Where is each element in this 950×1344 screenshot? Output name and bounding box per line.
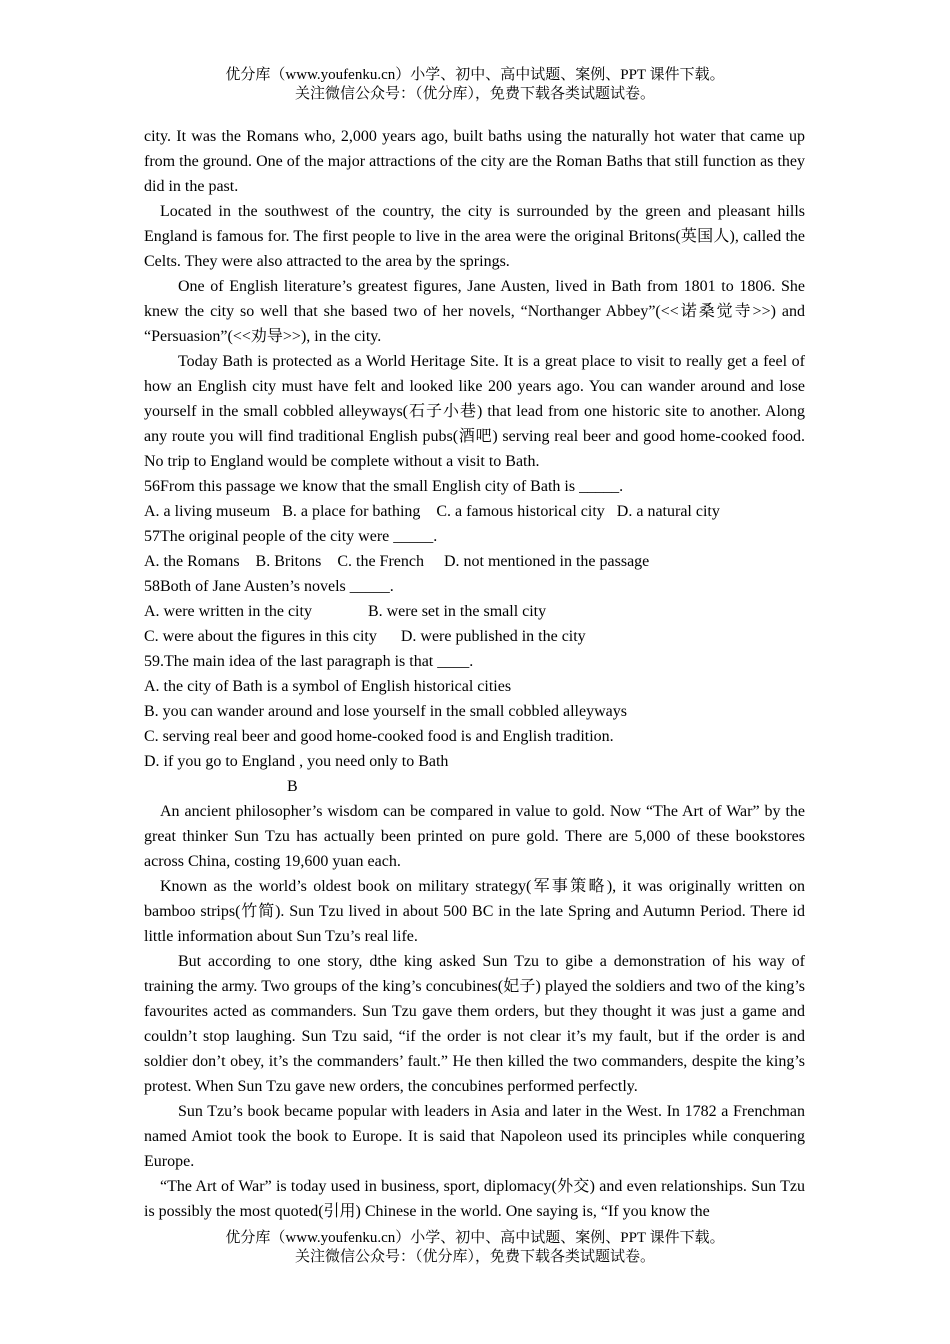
question-59-stem: 59.The main idea of the last paragraph is that ____. <box>144 653 474 670</box>
passage-b-paragraph-5: “The Art of War” is today used in business, sport, diplomacy(外交) and even relationships. Sun Tzu is possibly the most quoted(引用) Chinese in the world. One saying is, “If you know the <box>144 1178 805 1220</box>
question-56-stem: 56From this passage we know that the small English city of Bath is _____. <box>144 478 624 495</box>
question-59-option-b: B. you can wander around and lose yourself in the small cobbled alleyways <box>144 703 627 720</box>
passage-a-paragraph-3: One of English literature’s greatest figures, Jane Austen, lived in Bath from 1801 to 1806. She knew the city so well that she based two of her novels, “Northanger Abbey”(<<诺桑觉寺>>) and “Persuasion”(<<劝导>>), in the city. <box>144 278 805 345</box>
question-57-stem: 57The original people of the city were _____. <box>144 528 438 545</box>
question-59-option-c: C. serving real beer and good home-cooked food is and English tradition. <box>144 728 614 745</box>
passage-b-paragraph-4: Sun Tzu’s book became popular with leaders in Asia and later in the West. In 1782 a Frenchman named Amiot took the book to Europe. It is said that Napoleon used its principles while conquering Europe. <box>144 1103 805 1170</box>
passage-b-paragraph-2: Known as the world’s oldest book on military strategy(军事策略), it was originally written on bamboo strips(竹简). Sun Tzu lived in about 500 BC in the late Spring and Autumn Period. There id little information about Sun Tzu’s real life. <box>144 878 805 945</box>
passage-a-paragraph-1: city. It was the Romans who, 2,000 years ago, built baths using the naturally hot water that came up from the ground. One of the major attractions of the city are the Roman Baths that still function as they did in the past. <box>144 128 805 195</box>
question-57-options: A. the Romans B. Britons C. the French D. not mentioned in the passage <box>144 553 650 570</box>
question-56-options: A. a living museum B. a place for bathing C. a famous historical city D. a natural city <box>144 503 720 520</box>
question-59-option-a: A. the city of Bath is a symbol of English historical cities <box>144 678 512 695</box>
passage-a-paragraph-2: Located in the southwest of the country, the city is surrounded by the green and pleasant hills England is famous for. The first people to live in the area were the original Britons(英国人), called the Celts. They were also attracted to the area by the springs. <box>144 203 805 270</box>
page-footer <box>0 1229 950 1267</box>
passage-b-paragraph-1: An ancient philosopher’s wisdom can be compared in value to gold. Now “The Art of War” by the great thinker Sun Tzu has actually been printed on pure gold. There are 5,000 of these bookstores across China, costing 19,600 yuan each. <box>144 803 805 870</box>
header-line-1: 优分库（www.youfenku.cn）小学、初中、高中试题、案例、PPT 课件下载。 <box>225 67 725 83</box>
question-58-options-cd: C. were about the figures in this city D. were published in the city <box>144 628 586 645</box>
question-59-option-d: D. if you go to England , you need only to Bath <box>144 753 449 770</box>
question-58-options-ab: A. were written in the city B. were set in the small city <box>144 603 547 620</box>
section-b-label: B <box>287 778 298 795</box>
passage-b-paragraph-3: But according to one story, dthe king asked Sun Tzu to gibe a demonstration of his way of training the army. Two groups of the king’s concubines(妃子) played the soldiers and two of the king’s favourites acted as commanders. Sun Tzu gave them orders, but they thought it was just a game and couldn’t stop laughing. Sun Tzu said, “if the order is not clear it’s my fault, but if the order is and soldier don’t obey, it’s the commanders’ fault.” He then killed the two commanders, despite the king’s protest. When Sun Tzu gave new orders, the concubines performed perfectly. <box>144 953 805 1095</box>
header-line-2: 关注微信公众号：（优分库），免费下载各类试题试卷。 <box>294 86 655 102</box>
passage-a-paragraph-4: Today Bath is protected as a World Heritage Site. It is a great place to visit to really get a feel of how an English city must have felt and looked like 200 years ago. You can wander around and lose yourself in the small cobbled alleyways(石子小巷) that lead from one historic site to another. Along any route you will find traditional English pubs(酒吧) serving real beer and good home-cooked food. No trip to England would be complete without a visit to Bath. <box>144 353 805 470</box>
page-header <box>0 66 950 104</box>
footer-line-2: 关注微信公众号：（优分库），免费下载各类试题试卷。 <box>294 1249 655 1265</box>
document-body <box>144 124 805 1224</box>
question-58-stem: 58Both of Jane Austen’s novels _____. <box>144 578 394 595</box>
footer-line-1: 优分库（www.youfenku.cn）小学、初中、高中试题、案例、PPT 课件下载。 <box>225 1230 725 1246</box>
